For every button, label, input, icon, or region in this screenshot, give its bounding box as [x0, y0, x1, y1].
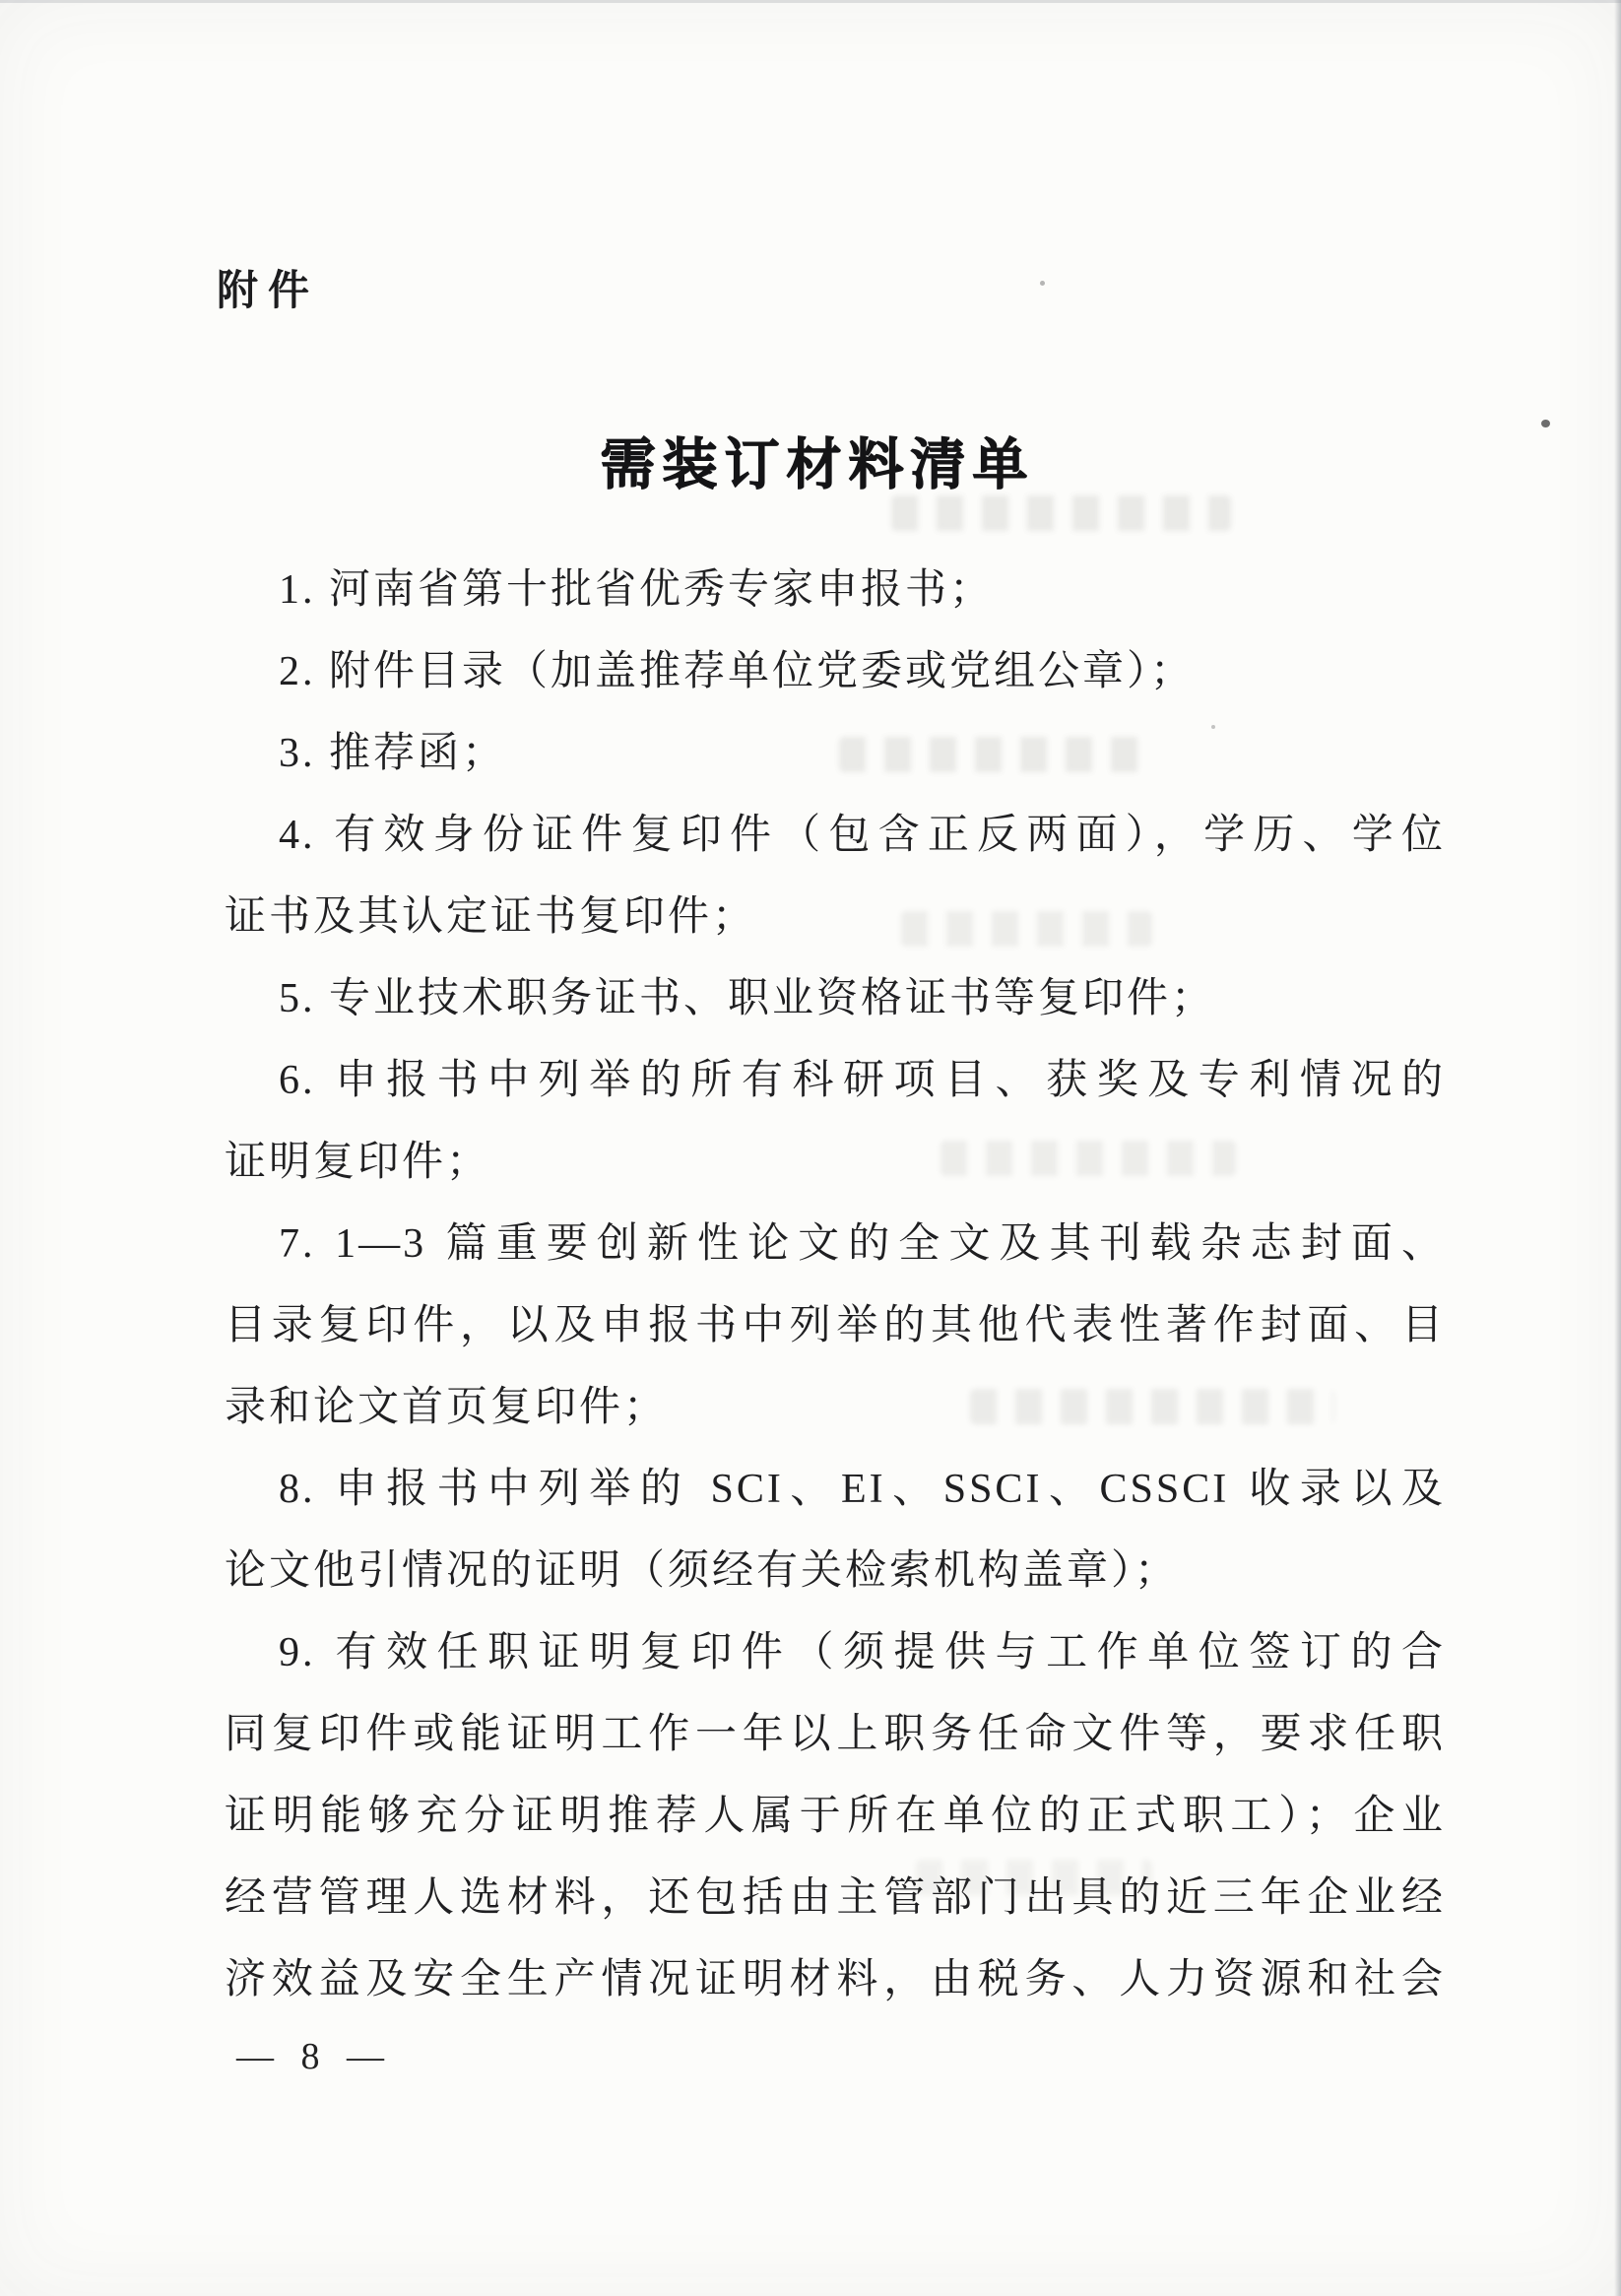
list-item-9-line-5: 济效益及安全生产情况证明材料，由税务、人力资源和社会	[225, 1957, 1446, 2002]
document-body	[225, 550, 1446, 2021]
list-item-1: 1. 河南省第十批省优秀专家申报书；	[279, 567, 995, 613]
list-item-9-line-1: 9. 有效任职证明复印件（须提供与工作单位签订的合	[279, 1630, 1446, 1675]
list-item-2: 2. 附件目录（加盖推荐单位党委或党组公章）；	[279, 649, 1196, 694]
list-item-7-line-3: 录和论文首页复印件；	[225, 1385, 669, 1430]
list-item-4-line-2: 证书及其认定证书复印件；	[225, 894, 757, 940]
list-item-6-line-1: 6. 申报书中列举的所有科研项目、获奖及专利情况的	[279, 1058, 1446, 1103]
list-item-6-line-2: 证明复印件；	[225, 1140, 491, 1185]
bleed-through-artifact	[891, 495, 1231, 531]
list-item-9-line-2: 同复印件或能证明工作一年以上职务任命文件等，要求任职	[225, 1712, 1446, 1757]
page-number: — 8 —	[236, 2036, 386, 2077]
list-item-7-line-2: 目录复印件，以及申报书中列举的其他代表性著作封面、目	[225, 1303, 1446, 1348]
list-item-8-line-2: 论文他引情况的证明（须经有关检索机构盖章）；	[225, 1548, 1180, 1594]
list-item-9-line-3: 证明能够充分证明推荐人属于所在单位的正式职工）；企业	[225, 1794, 1446, 1839]
attachment-label: 附件	[217, 267, 320, 313]
list-item-8-line-1: 8. 申报书中列举的 SCI、EI、SSCI、CSSCI 收录以及	[279, 1467, 1446, 1512]
scan-edge-top	[0, 0, 1621, 3]
list-item-4-line-1: 4. 有效身份证件复印件（包含正反两面），学历、学位	[279, 813, 1446, 858]
list-item-9-line-4: 经营管理人选材料，还包括由主管部门出具的近三年企业经	[225, 1875, 1446, 1921]
scan-edge-right	[1614, 0, 1621, 2296]
list-item-7-line-1: 7. 1—3 篇重要创新性论文的全文及其刊载杂志封面、	[279, 1221, 1446, 1267]
document-title: 需装订材料清单	[600, 433, 1035, 495]
list-item-5: 5. 专业技术职务证书、职业资格证书等复印件；	[279, 976, 1216, 1021]
list-item-3: 3. 推荐函；	[279, 731, 507, 776]
scan-speck	[1040, 281, 1045, 286]
